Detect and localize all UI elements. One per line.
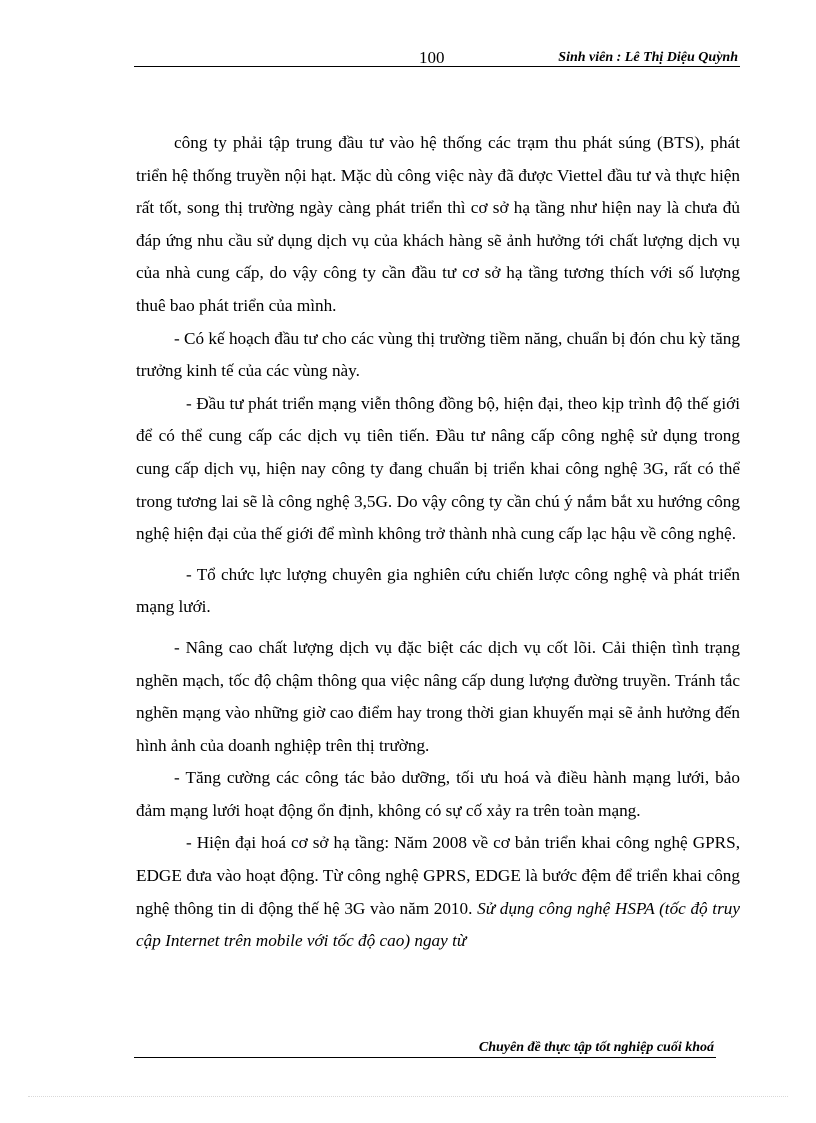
footer-rule xyxy=(134,1057,716,1058)
header-rule xyxy=(134,66,740,67)
paragraph-5: - Nâng cao chất lượng dịch vụ đặc biệt các dịch vụ cốt lõi. Cải thiện tình trạng nghẽn mạch, tốc độ chậm thông qua việc nâng cấp dung lượng đường truyền. Tránh tắc nghẽn mạng vào những giờ cao điểm hay trong thời gian khuyến mại sẽ ảnh hưởng đến hình ảnh của doanh nghiệp trên thị trường. xyxy=(136,637,740,755)
page-number: 100 xyxy=(419,48,445,67)
paragraph-2: - Có kế hoạch đầu tư cho các vùng thị trường tiềm năng, chuẩn bị đón chu kỳ tăng trưởng kinh tế của các vùng này. xyxy=(136,328,740,381)
paragraph-1: công ty phải tập trung đầu tư vào hệ thống các trạm thu phát súng (BTS), phát triển hệ thống truyền nội hạt. Mặc dù công việc này đã được Viettel đầu tư và thực hiện rất tốt, song thị trường ngày càng phát triển thì cơ sở hạ tầng như hiện nay là chưa đủ đáp ứng nhu cầu sử dụng dịch vụ của khách hàng sẽ ảnh hưởng tới chất lượng dịch vụ của nhà cung cấp, do vậy công ty cần đầu tư cơ sở hạ tầng tương thích với số lượng thuê bao phát triển của mình. xyxy=(136,133,740,315)
paragraph-4: - Tổ chức lực lượng chuyên gia nghiên cứu chiến lược công nghệ và phát triển mạng lưới. xyxy=(136,564,740,617)
paragraph-7-text: - Hiện đại hoá cơ sở hạ tầng: Năm 2008 về cơ bản triển khai công nghệ GPRS, EDGE đưa vào hoạt động. Từ công nghệ GPRS, EDGE là bước đệm để triển khai công nghệ thông tin di động thế hệ 3G vào năm 2010. xyxy=(136,833,740,918)
paragraph-7 xyxy=(136,827,740,957)
paragraph-7-italic-text: Sử dụng công nghệ HSPA (tốc độ truy cập Internet trên mobile với tốc độ cao) ngay từ xyxy=(136,898,740,951)
footer-title: Chuyên đề thực tập tốt nghiệp cuối khoá xyxy=(478,1040,714,1055)
body-text xyxy=(136,127,740,958)
paragraph-6: - Tăng cường các công tác bảo dưỡng, tối ưu hoá và điều hành mạng lưới, bảo đảm mạng lưới hoạt động ổn định, không có sự cố xảy ra trên toàn mạng. xyxy=(136,768,740,820)
page-bottom-border xyxy=(28,1096,788,1097)
student-name: Sinh viên : Lê Thị Diệu Quỳnh xyxy=(558,50,738,65)
paragraph-3: - Đầu tư phát triển mạng viễn thông đồng bộ, hiện đại, theo kịp trình độ thế giới để có thể cung cấp các dịch vụ tiên tiến. Đầu tư nâng cấp công nghệ sử dụng trong cung cấp dịch vụ, hiện nay công ty đang chuẩn bị triển khai công nghệ 3G, rất có thể trong tương lai sẽ là công nghệ 3,5G. Do vậy công ty cần chú ý nắm bắt xu hướng công nghệ hiện đại của thế giới để mình không trở thành nhà cung cấp lạc hậu về công nghệ. xyxy=(136,393,740,544)
